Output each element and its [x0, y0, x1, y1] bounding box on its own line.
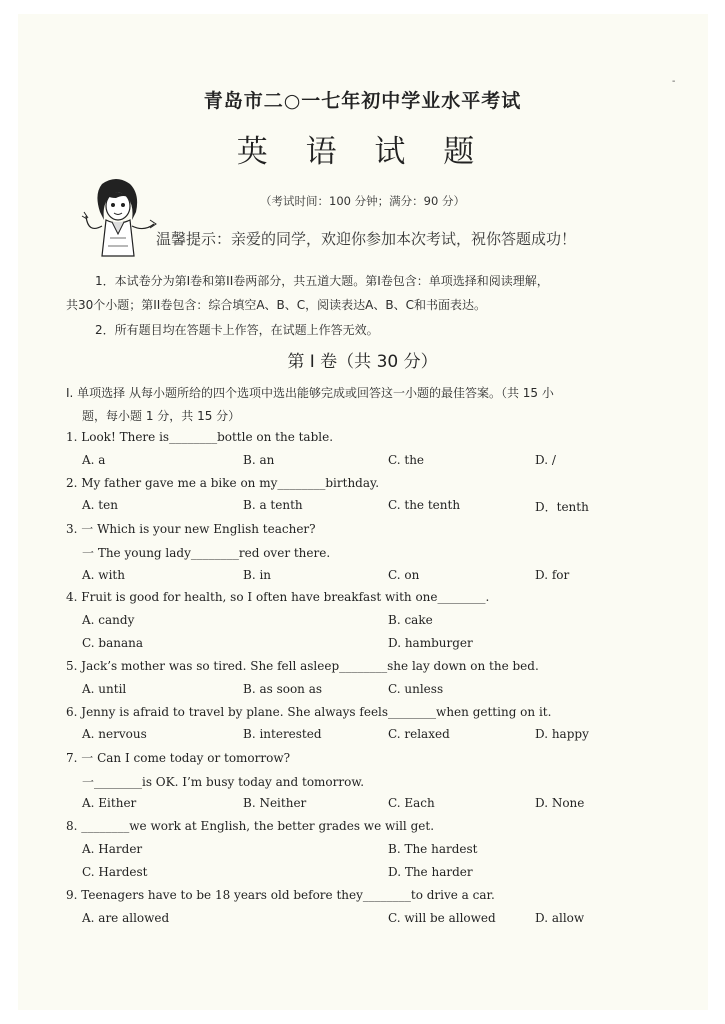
- question-1-option-d: D. /: [535, 453, 556, 467]
- question-7-option-c: C. Each: [388, 796, 435, 810]
- question-1-option-b: B. an: [243, 453, 275, 467]
- question-2-option-d: D．tenth: [535, 500, 589, 514]
- question-3-option-b: B. in: [243, 568, 272, 582]
- question-7-option-a: A. Either: [82, 796, 137, 810]
- question-3-stem-line-2: 一 The young lady________red over there.: [82, 546, 331, 560]
- question-5-option-c: C. unless: [388, 682, 444, 696]
- exam-info: （考试时间：100 分钟；满分：90 分）: [260, 194, 465, 208]
- question-8-stem: 8. ________we work at English, the better grades we will get.: [66, 819, 435, 833]
- question-9-option-d: D. allow: [535, 911, 585, 925]
- question-4-option-d: D. hamburger: [388, 636, 473, 650]
- question-1-option-c: C. the: [388, 453, 425, 467]
- question-9-option-c: C. will be allowed: [388, 911, 496, 925]
- question-6-option-d: D. happy: [535, 727, 589, 741]
- question-7-option-b: B. Neither: [243, 796, 307, 810]
- question-3-option-c: C. on: [388, 568, 420, 582]
- question-2-option-b: B. a tenth: [243, 498, 303, 512]
- question-2-stem: 2. My father gave me a bike on my________birthday.: [66, 476, 380, 490]
- section-instruction-line-1: I. 单项选择 从每小题所给的四个选项中选出能够完成或回答这一小题的最佳答案。（共 15 小: [66, 386, 554, 400]
- question-6-option-b: B. interested: [243, 727, 322, 741]
- note-2: 2．所有题目均在答题卡上作答，在试题上作答无效。: [95, 323, 379, 337]
- question-8-option-d: D. The harder: [388, 865, 473, 879]
- question-3-option-d: D. for: [535, 568, 570, 582]
- subject-title: 英 语 试 题: [236, 134, 489, 170]
- question-7-stem-line-1: 7. 一 Can I come today or tomorrow?: [66, 751, 291, 765]
- question-7-option-d: D. None: [535, 796, 585, 810]
- question-2-option-c: C. the tenth: [388, 498, 461, 512]
- question-6-option-c: C. relaxed: [388, 727, 450, 741]
- question-2-option-a: A. ten: [82, 498, 118, 512]
- note-1-line-2: 共30个小题；第II卷包含：综合填空A、B、C，阅读表达A、B、C和书面表达。: [66, 298, 486, 312]
- section-title: 第 I 卷（共 30 分）: [287, 352, 438, 372]
- corner-mark: -: [672, 76, 676, 87]
- question-6-option-a: A. nervous: [82, 727, 147, 741]
- question-1-stem: 1. Look! There is________bottle on the table.: [66, 430, 334, 444]
- question-8-option-c: C. Hardest: [82, 865, 148, 879]
- question-7-stem-line-2: 一________is OK. I’m busy today and tomorrow.: [82, 775, 365, 789]
- section-instruction-line-2: 题，每小题 1 分，共 15 分）: [82, 409, 241, 423]
- question-1-option-a: A. a: [82, 453, 106, 467]
- question-3-stem-line-1: 3. 一 Which is your new English teacher?: [66, 522, 316, 536]
- question-5-option-a: A. until: [82, 682, 127, 696]
- question-5-stem: 5. Jack’s mother was so tired. She fell asleep________she lay down on the bed.: [66, 659, 539, 673]
- question-5-option-b: B. as soon as: [243, 682, 323, 696]
- question-4-stem: 4. Fruit is good for health, so I often have breakfast with one________.: [66, 590, 490, 604]
- question-4-option-a: A. candy: [82, 613, 135, 627]
- question-4-option-c: C. banana: [82, 636, 143, 650]
- question-8-option-b: B. The hardest: [388, 842, 478, 856]
- question-8-option-a: A. Harder: [82, 842, 143, 856]
- cartoon-girl-illustration: [80, 176, 158, 258]
- question-9-option-a: A. are allowed: [82, 911, 170, 925]
- warm-reminder: 温馨提示：亲爱的同学，欢迎你参加本次考试，祝你答题成功！: [156, 230, 577, 248]
- question-6-stem: 6. Jenny is afraid to travel by plane. She always feels________when getting on it.: [66, 705, 552, 719]
- question-3-option-a: A. with: [82, 568, 125, 582]
- exam-title: 青岛市二○一七年初中学业水平考试: [203, 90, 522, 112]
- question-4-option-b: B. cake: [388, 613, 433, 627]
- note-1-line-1: 1．本试卷分为第I卷和第II卷两部分，共五道大题。第I卷包含：单项选择和阅读理解，: [95, 274, 549, 288]
- question-9-stem: 9. Teenagers have to be 18 years old before they________to drive a car.: [66, 888, 495, 902]
